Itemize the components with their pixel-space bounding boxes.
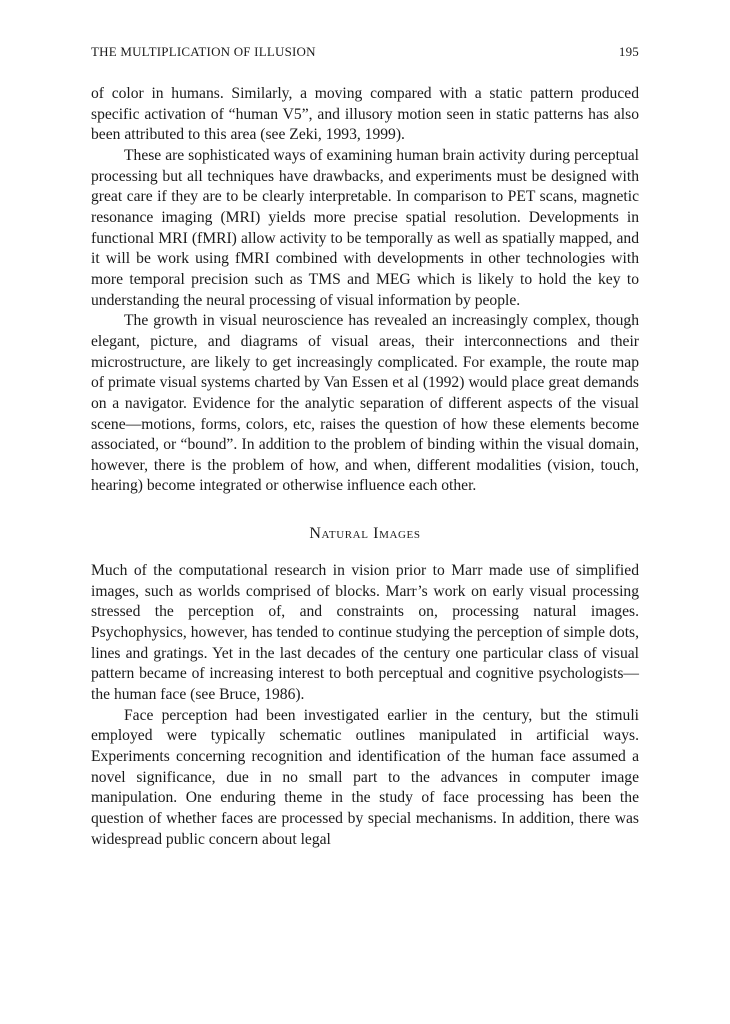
paragraph: These are sophisticated ways of examining human brain activity during perceptual processing but all techniques have drawbacks, and experiments must be designed with great care if they are to be clearly interpretable. In comparison to PET scans, magnetic resonance imaging (MRI) yields more precise spatial resolution. Developments in functional MRI (fMRI) allow activity to be temporally as well as spatially mapped, and it will be work using fMRI combined with developments in other technologies with more temporal precision such as TMS and MEG which is likely to hold the key to understanding the neural processing of visual information by people. xyxy=(91,146,639,309)
paragraph: The growth in visual neuroscience has revealed an increasingly complex, though elegant, picture, and diagrams of visual areas, their interconnections and their microstructure, are likely to get increasingly complicated. For example, the route map of primate visual systems charted by Van Essen et al (1992) would place great demands on a navigator. Evidence for the analytic separation of different aspects of the visual scene—motions, forms, colors, etc, raises the question of how these elements become associated, or “bound”. In addition to the problem of binding within the visual domain, however, there is the problem of how, and when, different modalities (vision, touch, hearing) become integrated or otherwise influence each other. xyxy=(91,312,639,495)
book-page xyxy=(91,44,639,850)
body-text-bottom xyxy=(91,561,639,850)
running-head xyxy=(91,44,639,60)
paragraph: Face perception had been investigated earlier in the century, but the stimuli employed were typically schematic outlines manipulated in artificial ways. Experiments concerning recognition and identification of the human face assumed a novel significance, due in no small part to the advances in computer image manipulation. One enduring theme in the study of face processing has been the question of whether faces are processed by special mechanisms. In addition, there was widespread public concern about legal xyxy=(91,706,639,848)
paragraph: Much of the computational research in vision prior to Marr made use of simplified images, such as worlds comprised of blocks. Marr’s work on early visual processing stressed the perception of, and constraints on, processing natural images. Psychophysics, however, has tended to continue studying the perception of simple dots, lines and gratings. Yet in the last decades of the century one particular class of visual pattern became of increasing interest to both perceptual and cognitive psychologists—the human face (see Bruce, 1986). xyxy=(91,562,639,704)
section-heading: Natural Images xyxy=(309,525,421,543)
body-text-top xyxy=(91,84,639,497)
page-number: 195 xyxy=(618,44,639,59)
paragraph-continuation: of color in humans. Similarly, a moving compared with a static pattern produced specific activation of “human V5”, and illusory motion seen in static patterns has also been attributed to this area (see Zeki, 1993, 1999). xyxy=(91,85,639,144)
running-head-title: THE MULTIPLICATION OF ILLUSION xyxy=(91,44,316,59)
